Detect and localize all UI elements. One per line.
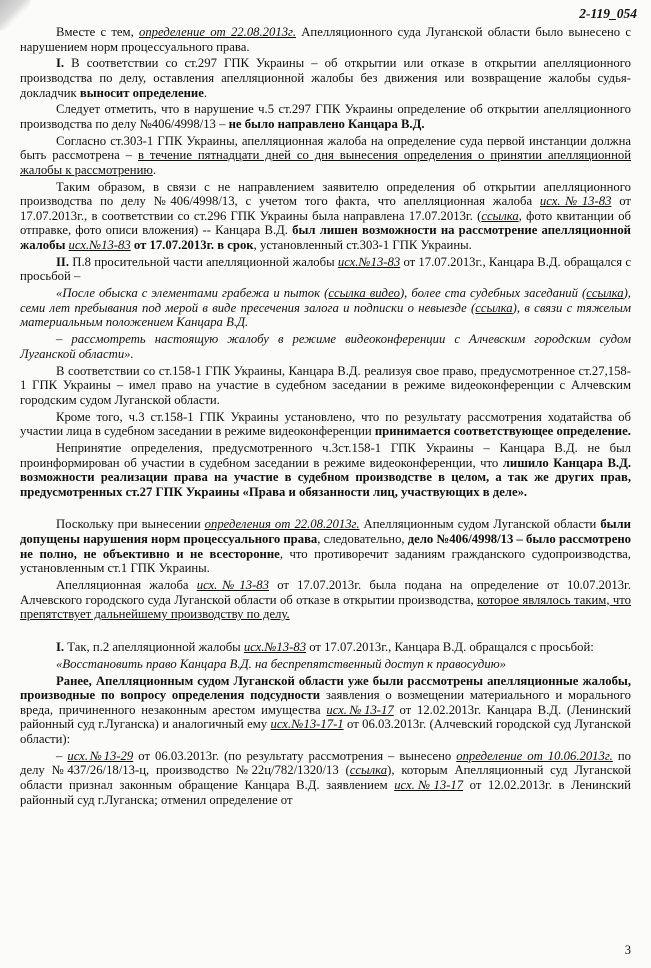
text-run: Согласно ст.303-1 ГПК Украины, апелляционная жалоба на определение суда первой инстанции должна быть рассмотрена – [20, 133, 631, 163]
bold-text: I. [56, 56, 65, 71]
text-run: от 17.07.2013г. была подана на определение от 10.07.2013г. Алчевского городского суда Луганской области об отказе в открытии производства, [20, 578, 631, 607]
paragraph [20, 180, 631, 253]
text-run: В соответствии со ст.297 ГПК Украины – об открытии или отказе в открытии апелляционного производства по делу, оставления апелляционной жалобы без движения или возвращение жалобы судья-докладчик [20, 56, 631, 100]
text-run: от 06.03.2013г. (по результату рассмотрения – вынесено [133, 748, 457, 763]
bold-text: были допущены нарушения норм процессуального права [20, 517, 631, 547]
reference-link: исх.№13-17-1 [270, 717, 344, 732]
text-run: П.8 просительной части апелляционной жалобы [69, 254, 338, 269]
text-run: – [56, 748, 68, 763]
text-run: , следовательно, [317, 532, 408, 547]
paragraph [20, 56, 631, 100]
paragraph-gap [20, 501, 631, 517]
underlined-text: в течение пятнадцати дней со дня вынесения определения о принятии апелляционной жалобы к рассмотрению [20, 148, 631, 177]
reference-link: определение от 22.08.2013г. [138, 25, 297, 39]
text-run: Апелляционного суда Луганской области было вынесено с нарушением норм процессуального права. [20, 25, 631, 54]
italic-text: «После обыска с элементами грабежа и пыток ( [56, 286, 329, 301]
reference-link: ссылка видео [328, 286, 400, 301]
reference-link: исх.№13-83 [337, 254, 401, 269]
bold-text: не было направлено Канцара В.Д. [228, 116, 425, 131]
reference-link: ссылка [475, 300, 513, 315]
text-run: Таким образом, в связи с не направлением заявителю определения об открытии апелляционного производства по делу №406/4998/13, с учетом того факта, что апелляционная жалоба [20, 179, 631, 209]
paragraph [20, 640, 631, 655]
bold-text: принимается соответствующее определение. [374, 424, 631, 439]
italic-text: «Восстановить право Канцара В.Д. на беспрепятственный доступ к правосудию» [56, 656, 506, 671]
paragraph [20, 410, 631, 439]
paragraph [20, 332, 631, 361]
bold-text: был лишен возможности на рассмотрение апелляционной жалобы [20, 223, 631, 253]
reference-link: исх.№13-17 [394, 777, 464, 792]
text-run: от 12.02.2013г. Канцара В.Д. (Ленинский районный суд г.Луганска) и аналогичный ему [20, 702, 631, 732]
bold-text: выносит определение [79, 85, 204, 100]
bold-text: I. [56, 640, 65, 654]
underlined-text: которое являлось таким, что препятствует дальнейшему производству по делу. [20, 592, 631, 622]
text-run: Вместе с тем, [56, 25, 139, 39]
text-run: ), которым Апелляционный суд Луганской области признал законным обращение Канцара В.Д. заявлением [20, 763, 631, 792]
reference-link: ссылка [586, 286, 624, 301]
document-body [20, 25, 631, 809]
reference-link: исх.№13-83 [539, 194, 612, 209]
reference-link: исх.№13-17 [326, 702, 394, 717]
text-run: , установленный ст.303-1 ГПК Украины. [253, 238, 472, 253]
bold-text: лишило Канцара В.Д. возможности реализации права на участие в судебном производстве в целом, а так же других прав, предусмотренных ст.27 ГПК Украины «Права и обязанности лиц, участвующих в деле». [20, 455, 631, 499]
text-run: . [152, 162, 157, 177]
text-run: . [203, 85, 208, 100]
paragraph [20, 255, 631, 284]
page-number: 3 [624, 943, 631, 958]
paragraph [20, 674, 631, 747]
paragraph [20, 517, 631, 575]
text-run: Кроме того, ч.3 ст.158-1 ГПК Украины установлено, что по результату рассмотрения ходатайства об участии лица в судебном заседании в режиме видеоконференции [20, 409, 631, 439]
text-run: Так, п.2 апелляционной жалобы [64, 640, 244, 654]
reference-link: исх.№13-83 [68, 238, 131, 253]
text-run: , фото квитанции об отправке, фото описи вложения) -- Канцара В.Д. [20, 208, 631, 238]
reference-link: определения от 22.08.2013г. [204, 517, 360, 532]
text-run: от 17.07.2013г., Канцара В.Д. обращался с просьбой – [20, 254, 631, 284]
paragraph [20, 657, 631, 672]
paragraph [20, 102, 631, 131]
text-run: заявления о возмещении материального и морального вреда, причиненного незаконным арестом имущества [20, 688, 631, 717]
text-run: Апелляционным судом Луганской области [359, 517, 601, 532]
paragraph [20, 364, 631, 408]
text-run: по делу №437/26/18/13-ц, производство №22ц/782/1320/13 ( [20, 748, 631, 778]
text-run: от 17.07.2013г., в соответствии со ст.296 ГПК Украины была направлена 17.07.2013г. ( [20, 194, 631, 223]
bold-text: дело №406/4998/13 – было рассмотрено не полно, не объективно и не всесторонне [20, 532, 631, 561]
text-run: от 06.03.2013г. (Алчевский городской суд Луганской области): [20, 717, 631, 746]
bold-text: II. [56, 254, 70, 269]
text-run: от 17.07.2013г., Канцара В.Д. обращался с просьбой: [306, 640, 594, 654]
bold-text: Ранее, Апелляционным судом Луганской области уже были рассмотрены апелляционные жалобы, производные по вопросу определения подсудности [20, 673, 631, 703]
reference-link: определение от 10.06.2013г. [456, 748, 613, 763]
paragraph [20, 25, 631, 54]
paragraph [20, 441, 631, 499]
text-run: Поскольку при вынесении [56, 517, 205, 532]
paragraph [20, 578, 631, 622]
paragraph-gap [20, 624, 631, 640]
text-run: В соответствии со ст.158-1 ГПК Украины, Канцара В.Д. реализуя свое право, предусмотренное ст.27,158-1 ГПК Украины – имел право на участие в судебном заседании в режиме видеоконференции с Алчевским городским судом Луганской области. [20, 363, 631, 407]
italic-text: ), семи лет пребывания под мерой в виде пресечения залога и подписки о невыезде ( [20, 286, 631, 315]
reference-link: исх.№13-29 [67, 748, 134, 763]
paragraph [20, 286, 631, 330]
text-run: , что противоречит заданиям гражданского судопроизводства, установленным ст.1 ГПК Украины. [20, 546, 631, 576]
italic-text: ), в связи с тяжелым материальным положением Канцара В.Д. [20, 300, 631, 330]
text-run: от 12.02.2013г. в Ленинский районный суд г.Луганска; отменил определение от [20, 777, 631, 807]
text-run: Апелляционная жалоба [56, 578, 197, 593]
paragraph [20, 749, 631, 807]
text-run: Непринятие определения, предусмотренного ч.3ст.158-1 ГПК Украины – Канцара В.Д. не был проинформирован об участии в судебном заседании в режиме видеоконференции, что [20, 440, 631, 470]
reference-link: ссылка [481, 208, 519, 223]
italic-text: – рассмотреть настоящую жалобу в режиме видеоконференции с Алчевским городским судом Луганской области». [20, 332, 631, 361]
reference-link: исх.№13-83 [196, 578, 269, 593]
reference-link: исх.№13-83 [243, 640, 307, 654]
document-number: 2-119_054 [579, 6, 637, 21]
paragraph [20, 134, 631, 178]
reference-link: ссылка [349, 763, 388, 778]
italic-text: ), более ста судебных заседаний ( [399, 286, 587, 301]
bold-text: от 17.07.2013г. в срок [130, 238, 254, 253]
text-run: Следует отметить, что в нарушение ч.5 ст.297 ГПК Украины определение об открытии апелляционного производства по делу №406/4998/13 – [20, 102, 631, 131]
